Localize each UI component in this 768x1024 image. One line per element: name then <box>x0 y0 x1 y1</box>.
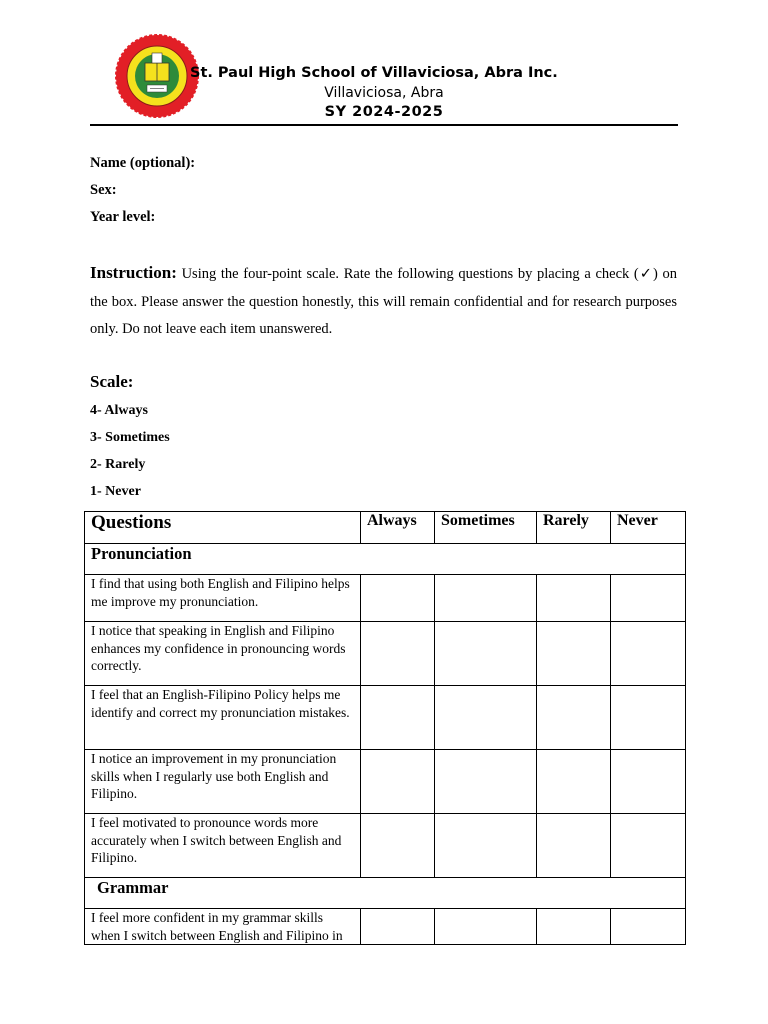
column-header-never: Never <box>611 512 686 544</box>
sex-field-label: Sex: <box>90 182 117 198</box>
check-box-sometimes[interactable] <box>435 686 537 750</box>
scale-item-sometimes: 3- Sometimes <box>90 430 170 445</box>
question-text: I notice that speaking in English and Filipino enhances my confidence in pronouncing words correctly. <box>85 622 361 686</box>
scale-item-rarely: 2- Rarely <box>90 457 146 472</box>
check-box-rarely[interactable] <box>537 575 611 622</box>
instruction-label: Instruction: <box>90 263 177 282</box>
table-row <box>85 750 686 814</box>
instruction-paragraph <box>90 259 677 344</box>
school-year: SY 2024-2025 <box>324 104 444 120</box>
year-level-field-label: Year level: <box>90 209 156 225</box>
header-divider <box>90 124 678 126</box>
check-box-never[interactable] <box>611 909 686 945</box>
check-box-never[interactable] <box>611 622 686 686</box>
check-box-always[interactable] <box>361 814 435 878</box>
check-box-never[interactable] <box>611 814 686 878</box>
question-text: I feel motivated to pronounce words more accurately when I switch between English and Filipino. <box>85 814 361 878</box>
check-box-always[interactable] <box>361 622 435 686</box>
check-box-sometimes[interactable] <box>435 909 537 945</box>
question-text: I find that using both English and Filipino helps me improve my pronunciation. <box>85 575 361 622</box>
check-box-never[interactable] <box>611 750 686 814</box>
check-box-never[interactable] <box>611 686 686 750</box>
instruction-text: Using the four-point scale. Rate the following questions by placing a check (✓) on the box. Please answer the question honestly, this will remain confidential and for research purposes only. Do not leave each item unanswered. <box>90 266 677 337</box>
check-box-rarely[interactable] <box>537 622 611 686</box>
question-text: I notice an improvement in my pronunciation skills when I regularly use both English and Filipino. <box>85 750 361 814</box>
section-row-pronunciation <box>85 544 686 575</box>
scale-item-always: 4- Always <box>90 403 148 418</box>
check-box-always[interactable] <box>361 575 435 622</box>
column-header-sometimes: Sometimes <box>435 512 537 544</box>
table-row <box>85 575 686 622</box>
section-title-grammar: Grammar <box>85 878 686 909</box>
scale-heading: Scale: <box>90 372 134 391</box>
table-header-row <box>85 512 686 544</box>
table-row <box>85 909 686 945</box>
question-text: I feel that an English-Filipino Policy helps me identify and correct my pronunciation mistakes. <box>85 686 361 750</box>
section-row-grammar <box>85 878 686 909</box>
question-text: I feel more confident in my grammar skills when I switch between English and Filipino in <box>85 909 361 945</box>
table-row <box>85 622 686 686</box>
column-header-questions: Questions <box>85 512 361 544</box>
check-box-rarely[interactable] <box>537 909 611 945</box>
column-header-always: Always <box>361 512 435 544</box>
scale-item-never: 1- Never <box>90 484 141 499</box>
check-box-always[interactable] <box>361 909 435 945</box>
check-box-never[interactable] <box>611 575 686 622</box>
column-header-rarely: Rarely <box>537 512 611 544</box>
school-location: Villaviciosa, Abra <box>324 85 444 101</box>
check-box-sometimes[interactable] <box>435 750 537 814</box>
check-box-rarely[interactable] <box>537 686 611 750</box>
name-field-label: Name (optional): <box>90 155 196 171</box>
check-box-sometimes[interactable] <box>435 622 537 686</box>
school-name: St. Paul High School of Villaviciosa, Abra Inc. <box>190 65 558 81</box>
questionnaire-table <box>84 511 686 945</box>
section-title-pronunciation: Pronunciation <box>85 544 686 575</box>
check-box-sometimes[interactable] <box>435 814 537 878</box>
check-box-rarely[interactable] <box>537 750 611 814</box>
check-box-always[interactable] <box>361 686 435 750</box>
check-box-rarely[interactable] <box>537 814 611 878</box>
check-box-sometimes[interactable] <box>435 575 537 622</box>
table-row <box>85 814 686 878</box>
check-box-always[interactable] <box>361 750 435 814</box>
table-row <box>85 686 686 750</box>
